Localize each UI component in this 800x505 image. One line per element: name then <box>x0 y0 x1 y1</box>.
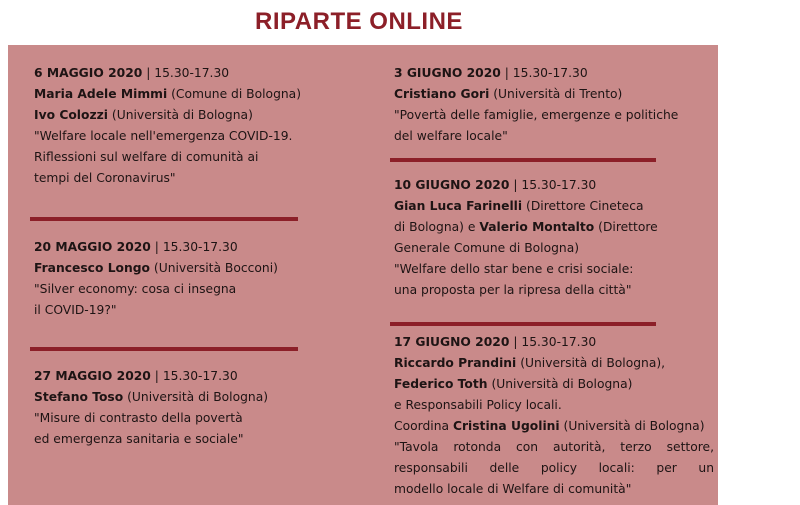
event-title-line: ed emergenza sanitaria e sociale" <box>34 432 244 446</box>
speaker-affiliation: (Università di Bologna) <box>123 390 269 404</box>
event-title-line: "Povertà delle famiglie, emergenze e politiche <box>394 108 679 122</box>
speaker-affiliation: (Università di Bologna) <box>108 108 253 122</box>
speaker-name: Maria Adele Mimmi <box>34 87 168 101</box>
event-card <box>394 175 714 301</box>
event-card <box>394 63 714 147</box>
event-title-line: responsabili delle policy locali: per un <box>394 461 714 475</box>
event-time: | 15.30-17.30 <box>150 240 238 254</box>
event-title-line: "Misure di contrasto della povertà <box>34 411 243 425</box>
speaker-affiliation: (Direttore Cineteca <box>522 199 644 213</box>
divider <box>390 322 656 326</box>
moderator-affiliation: (Università di Bologna) <box>559 419 705 433</box>
event-card <box>34 366 334 450</box>
speaker-affiliation: (Università di Bologna), <box>516 356 666 370</box>
speaker-name: Ivo Colozzi <box>34 108 108 122</box>
speaker-name: Francesco Longo <box>34 261 150 275</box>
event-title-line: "Welfare dello star bene e crisi sociale: <box>394 262 634 276</box>
speaker-name: Riccardo Prandini <box>394 356 517 370</box>
event-title-line: "Welfare locale nell'emergenza COVID-19. <box>34 129 293 143</box>
page-title: RIPARTE ONLINE <box>255 8 463 35</box>
event-title-line: una proposta per la ripresa della città" <box>394 283 632 297</box>
event-date: 10 GIUGNO 2020 <box>394 178 510 192</box>
moderator-name: Cristina Ugolini <box>452 419 560 433</box>
speaker-affiliation: (Direttore <box>594 220 658 234</box>
event-date: 6 MAGGIO 2020 <box>34 66 143 80</box>
speaker-note: e Responsabili Policy locali. <box>394 398 562 412</box>
speaker-name: Stefano Toso <box>34 390 124 404</box>
speaker-affiliation: Generale Comune di Bologna) <box>394 241 580 255</box>
schedule-panel <box>8 45 718 505</box>
speaker-affiliation: (Università di Trento) <box>489 87 623 101</box>
event-date: 3 GIUGNO 2020 <box>394 66 501 80</box>
event-card <box>34 237 334 321</box>
event-card <box>394 332 714 500</box>
event-title-line: tempi del Coronavirus" <box>34 171 176 185</box>
speaker-affiliation: (Comune di Bologna) <box>167 87 302 101</box>
event-date: 27 MAGGIO 2020 <box>34 369 151 383</box>
event-title-line: del welfare locale" <box>394 129 508 143</box>
event-date: 20 MAGGIO 2020 <box>34 240 151 254</box>
event-title-line: modello locale di Welfare di comunità" <box>394 482 632 496</box>
speaker-affiliation: di Bologna) e <box>394 220 480 234</box>
event-time: | 15.30-17.30 <box>142 66 230 80</box>
moderator-label: Coordina <box>394 419 453 433</box>
speaker-name: Gian Luca Farinelli <box>394 199 523 213</box>
speaker-affiliation: (Università di Bologna) <box>487 377 633 391</box>
event-title-line: "Silver economy: cosa ci insegna <box>34 282 237 296</box>
speaker-name: Cristiano Gori <box>394 87 490 101</box>
event-time: | 15.30-17.30 <box>509 335 597 349</box>
event-time: | 15.30-17.30 <box>500 66 588 80</box>
event-time: | 15.30-17.30 <box>509 178 597 192</box>
speaker-affiliation: (Università Bocconi) <box>150 261 278 275</box>
event-title-line: il COVID-19?" <box>34 303 117 317</box>
event-time: | 15.30-17.30 <box>150 369 238 383</box>
event-card <box>34 63 334 189</box>
divider <box>30 217 298 221</box>
event-title-line: Riflessioni sul welfare di comunità ai <box>34 150 259 164</box>
event-title-line: "Tavola rotonda con autorità, terzo settore, <box>394 440 714 454</box>
speaker-name: Federico Toth <box>394 377 488 391</box>
divider <box>30 347 298 351</box>
speaker-name: Valerio Montalto <box>479 220 595 234</box>
divider <box>390 158 656 162</box>
event-date: 17 GIUGNO 2020 <box>394 335 510 349</box>
